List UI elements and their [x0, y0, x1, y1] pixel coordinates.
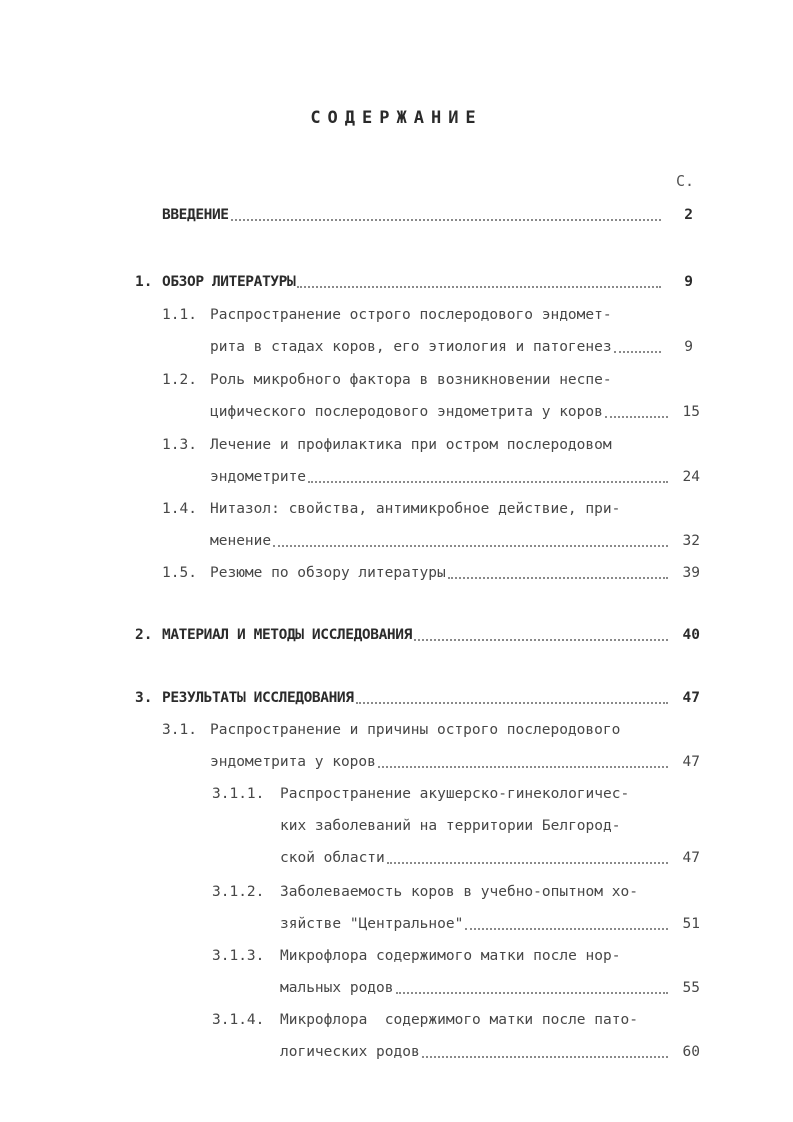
toc-entry-1[interactable]: [135, 262, 693, 292]
dot-leader: [297, 286, 661, 288]
toc-entry-1-4[interactable]: [162, 489, 693, 519]
toc-entry-1-3[interactable]: [162, 425, 693, 455]
toc-entry-text-continued: зяйстве "Центральное": [280, 916, 464, 932]
toc-entry-number: 3.1.4.: [212, 1012, 265, 1028]
toc-page-number: 9: [684, 274, 693, 290]
toc-entry-text-continued: эндометрита у коров: [210, 754, 376, 770]
toc-entry-1-4-cont[interactable]: [210, 521, 700, 551]
toc-entry-number: 1.2.: [162, 372, 197, 388]
toc-entry-text: Микрофлора содержимого матки после нор-: [280, 948, 621, 964]
toc-entry-number: 1.4.: [162, 501, 197, 517]
toc-entry-1-1-cont[interactable]: [210, 327, 693, 357]
toc-entry-text: ОБЗОР ЛИТЕРАТУРЫ: [162, 274, 296, 290]
toc-entry-text-continued: эндометрите: [210, 469, 307, 485]
toc-entry-number: 3.1.2.: [212, 884, 265, 900]
toc-entry-text: РЕЗУЛЬТАТЫ ИССЛЕДОВАНИЯ: [162, 690, 354, 706]
toc-entry-text: Распространение острого послеродового эндомет-: [210, 307, 612, 323]
toc-entry-text-continued: логических родов: [280, 1044, 420, 1060]
toc-entry-number: 3.1.3.: [212, 948, 265, 964]
toc-entry-3-1-1-cont[interactable]: [280, 806, 693, 836]
toc-entry-text: МАТЕРИАЛ И МЕТОДЫ ИССЛЕДОВАНИЯ: [162, 627, 412, 643]
dot-leader: [387, 862, 668, 864]
page-column-label: С.: [676, 172, 695, 190]
toc-entry-introduction[interactable]: [162, 195, 693, 225]
toc-entry-text-continued: цифического послеродового эндометрита у коров: [210, 404, 603, 420]
toc-page-number: 47: [682, 690, 700, 706]
dot-leader: [448, 577, 668, 579]
dot-leader: [465, 928, 668, 930]
toc-entry-1-1[interactable]: [162, 295, 693, 325]
toc-entry-text: ВВЕДЕНИЕ: [162, 207, 229, 223]
toc-page-number: 60: [682, 1044, 700, 1060]
toc-entry-3-1-1-cont2[interactable]: [280, 838, 700, 868]
dot-leader: [614, 351, 661, 353]
toc-page-number: 2: [684, 207, 693, 223]
toc-entry-text-continued: менение: [210, 533, 272, 549]
dot-leader: [308, 481, 668, 483]
dot-leader: [231, 219, 661, 221]
toc-entry-3-1-2[interactable]: [212, 872, 693, 902]
toc-page-number: 9: [684, 339, 693, 355]
toc-page-number: 24: [682, 469, 700, 485]
toc-page-number: 47: [682, 754, 700, 770]
toc-entry-2[interactable]: [135, 615, 700, 645]
toc-entry-text: Роль микробного фактора в возникновении неспе-: [210, 372, 612, 388]
dot-leader: [378, 766, 668, 768]
toc-entry-1-2-cont[interactable]: [210, 392, 700, 422]
toc-page-number: 55: [682, 980, 700, 996]
toc-entry-1-5[interactable]: [162, 553, 700, 583]
dot-leader: [422, 1056, 668, 1058]
toc-entry-number: 1.: [135, 274, 153, 290]
toc-entry-text: Нитазол: свойства, антимикробное действие, при-: [210, 501, 621, 517]
toc-page-number: 51: [682, 916, 700, 932]
toc-entry-text-continued: мальных родов: [280, 980, 394, 996]
dot-leader: [605, 416, 668, 418]
toc-entry-text-continued: ких заболеваний на территории Белгород-: [280, 818, 621, 834]
dot-leader: [356, 702, 668, 704]
dot-leader: [396, 992, 669, 994]
dot-leader: [414, 639, 668, 641]
toc-entry-number: 1.1.: [162, 307, 197, 323]
toc-entry-text-continued: рита в стадах коров, его этиология и патогенез: [210, 339, 612, 355]
toc-entry-1-3-cont[interactable]: [210, 457, 700, 487]
toc-entry-3-1-3[interactable]: [212, 936, 693, 966]
toc-entry-text: Распространение и причины острого послеродового: [210, 722, 621, 738]
toc-entry-3-1-1[interactable]: [212, 774, 693, 804]
page-title: СОДЕРЖАНИЕ: [310, 108, 483, 128]
toc-entry-3-1-4[interactable]: [212, 1000, 693, 1030]
toc-page-number: 39: [682, 565, 700, 581]
dot-leader: [273, 545, 668, 547]
toc-entry-3-1-2-cont[interactable]: [280, 904, 700, 934]
toc-entry-3-1[interactable]: [162, 710, 693, 740]
toc-entry-text-continued: ской области: [280, 850, 385, 866]
toc-entry-number: 3.1.1.: [212, 786, 265, 802]
toc-entry-number: 1.5.: [162, 565, 197, 581]
toc-page-number: 40: [682, 627, 700, 643]
toc-entry-text: Микрофлора содержимого матки после пато-: [280, 1012, 638, 1028]
toc-entry-text: Лечение и профилактика при остром послеродовом: [210, 437, 612, 453]
toc-entry-3[interactable]: [135, 678, 700, 708]
toc-entry-number: 2.: [135, 627, 153, 643]
toc-entry-number: 3.1.: [162, 722, 197, 738]
toc-entry-number: 3.: [135, 690, 153, 706]
toc-entry-3-1-cont[interactable]: [210, 742, 700, 772]
toc-page-number: 47: [682, 850, 700, 866]
toc-page-number: 32: [682, 533, 700, 549]
toc-entry-1-2[interactable]: [162, 360, 693, 390]
toc-page-number: 15: [682, 404, 700, 420]
toc-entry-number: 1.3.: [162, 437, 197, 453]
toc-entry-text: Заболеваемость коров в учебно-опытном хо-: [280, 884, 638, 900]
toc-entry-3-1-3-cont[interactable]: [280, 968, 700, 998]
toc-entry-text: Резюме по обзору литературы: [210, 565, 446, 581]
toc-entry-3-1-4-cont[interactable]: [280, 1032, 700, 1062]
toc-entry-text: Распространение акушерско-гинекологичес-: [280, 786, 630, 802]
